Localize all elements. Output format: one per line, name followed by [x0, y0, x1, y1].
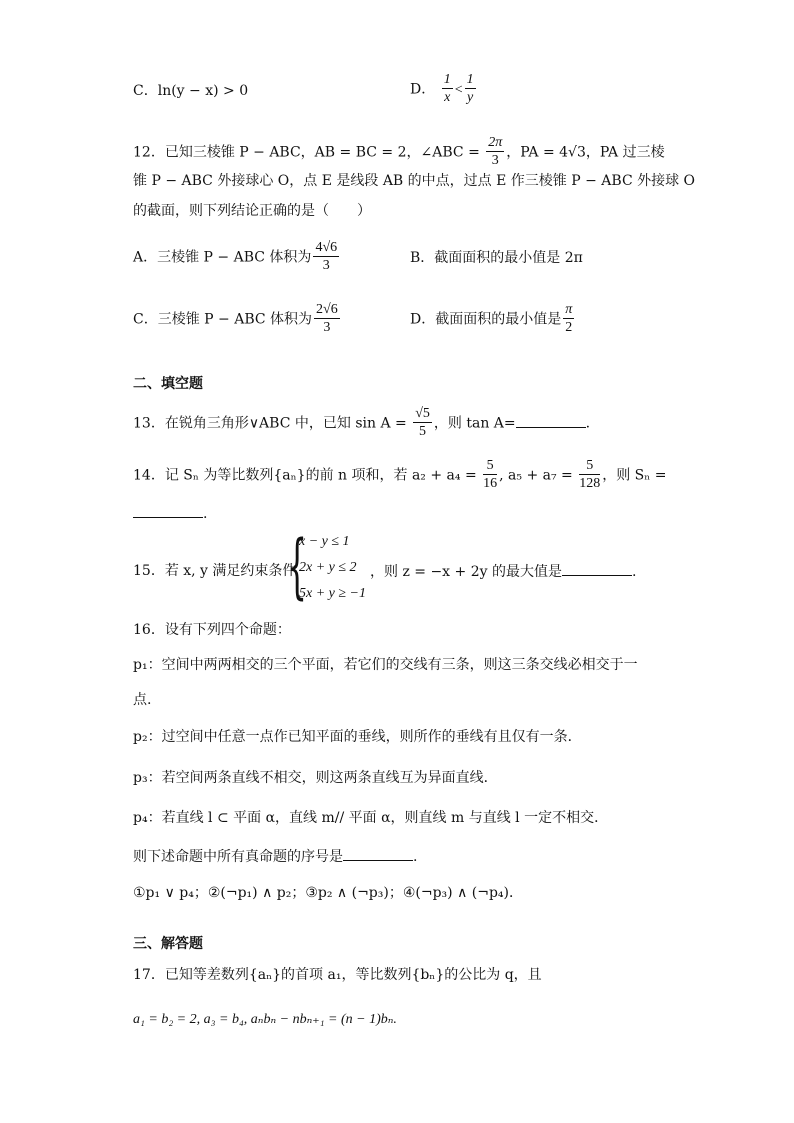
q16-p1-cont: 点. — [133, 692, 152, 708]
q14-suffix: ，则 Sₙ = — [602, 467, 667, 484]
q15-prefix: 15．若 x, y 满足约束条件 — [133, 563, 297, 579]
q16-answer-blank[interactable] — [343, 846, 413, 861]
q16-p2: p₂：过空间中任意一点作已知平面的垂线，则所作的垂线有且仅有一条． — [133, 729, 582, 745]
q17-line2: a₁ = b₂ = 2, a₃ = b₄, aₙbₙ − nbₙ₊₁ = (n − 1)bₙ. — [133, 1012, 397, 1027]
q15-suffix-line: ，则 z = −x + 2y 的最大值是 . — [370, 561, 636, 582]
q12-angle: $\frac{2\pi}{3}$ — [488, 135, 503, 168]
q13-value: $\frac{√5}{5}$ — [415, 406, 430, 439]
q15-constraint-3: 5x + y ≥ −1 — [299, 586, 367, 601]
q14-value2: $\frac{5}{128}$ — [579, 458, 601, 491]
q16-ask-text: 则下述命题中所有真命题的序号是 — [133, 849, 343, 865]
q13: 13．在锐角三角形∨ABC 中，已知 sin A = $\frac{√5}{5}$ ，则 tan A= . — [133, 406, 591, 439]
q17-line1: 17．已知等差数列{aₙ}的首项 a₁，等比数列{bₙ}的公比为 q，且 — [133, 967, 542, 983]
q12-option-c-prefix: C．三棱锥 P − ABC 体积为 — [133, 311, 313, 328]
q14-value1: $\frac{5}{16}$ — [483, 458, 498, 491]
q13-prefix: 13．在锐角三角形∨ABC 中，已知 sin A = — [133, 415, 412, 432]
q12-line1-suffix: ，PA = 4√3，PA 过三棱 — [506, 144, 665, 161]
q14-answer-line: . — [133, 503, 207, 524]
q11-option-d-frac2: $\frac{1}{y}$ — [466, 72, 474, 105]
q12-line1-prefix: 12．已知三棱锥 P − ABC，AB = BC = 2，∠ABC = — [133, 144, 485, 161]
q12-option-c-value: $\frac{2√6}{3}$ — [316, 302, 338, 335]
q16-ask: 则下述命题中所有真命题的序号是 . — [133, 846, 417, 867]
q15-constraint-1: x − y ≤ 1 — [299, 534, 350, 549]
q13-suffix: ，则 tan A= — [433, 415, 516, 432]
q11-option-d-prefix: D． — [410, 81, 436, 98]
q15-answer-blank[interactable] — [562, 561, 632, 576]
q14-mid: , a₅ + a₇ = — [499, 467, 578, 484]
q12-option-d-prefix: D．截面面积的最小值是 — [410, 311, 562, 328]
section-solve-heading: 三、解答题 — [133, 936, 203, 952]
q16-p3: p₃：若空间两条直线不相交，则这两条直线互为异面直线． — [133, 770, 498, 786]
q12-option-d-value: $\frac{\pi}{2}$ — [565, 302, 573, 335]
left-brace-icon: { — [287, 525, 308, 607]
q12-option-a-value: $\frac{4√6}{3}$ — [315, 240, 338, 273]
q12-option-d — [410, 302, 576, 337]
q12-option-b: B．截面面积的最小值是 2π — [410, 250, 583, 266]
q16-p1: p₁：空间中两两相交的三个平面，若它们的交线有三条，则这三条交线必相交于一 — [133, 657, 638, 673]
q16-intro: 16．设有下列四个命题： — [133, 622, 291, 638]
q14 — [133, 458, 667, 493]
q11-option-c — [133, 81, 248, 101]
q12-line2: 锥 P − ABC 外接球心 O，点 E 是线段 AB 的中点，过点 E 作三棱锥 P − ABC 外接球 O — [133, 173, 696, 189]
q15-constraint-2: 2x + y ≤ 2 — [299, 560, 357, 575]
q12-option-a-prefix: A．三棱锥 P − ABC 体积为 — [133, 249, 312, 266]
q12-line1 — [133, 135, 665, 170]
q16-choices: ①p₁ ∨ p₄；②(¬p₁) ∧ p₂；③p₂ ∧ (¬p₃)；④(¬p₃) ∧ (¬p₄)． — [133, 885, 524, 901]
q14-answer-blank[interactable] — [133, 503, 203, 518]
section-fill-in-heading: 二、填空题 — [133, 376, 203, 392]
q16-p4: p₄：若直线 l ⊂ 平面 α，直线 m// 平面 α，则直线 m 与直线 l 一定不相交． — [133, 810, 609, 826]
q15-suffix: ，则 z = −x + 2y 的最大值是 — [370, 564, 562, 580]
q12-option-c — [133, 302, 342, 337]
q11-option-d-math: $\frac{1}{x}$ — [443, 72, 451, 105]
q12-line3: 的截面，则下列结论正确的是（ ） — [133, 203, 371, 219]
q12-option-a — [133, 240, 341, 275]
q11-option-c-text: C．ln(y − x) > 0 — [133, 83, 249, 99]
q14-prefix: 14．记 Sₙ 为等比数列{aₙ}的前 n 项和，若 a₂ + a₄ = — [133, 467, 482, 484]
q13-answer-blank[interactable] — [516, 413, 586, 428]
q11-option-d: D． $\frac{1}{x}$ < $\frac{1}{y}$ — [410, 72, 474, 105]
